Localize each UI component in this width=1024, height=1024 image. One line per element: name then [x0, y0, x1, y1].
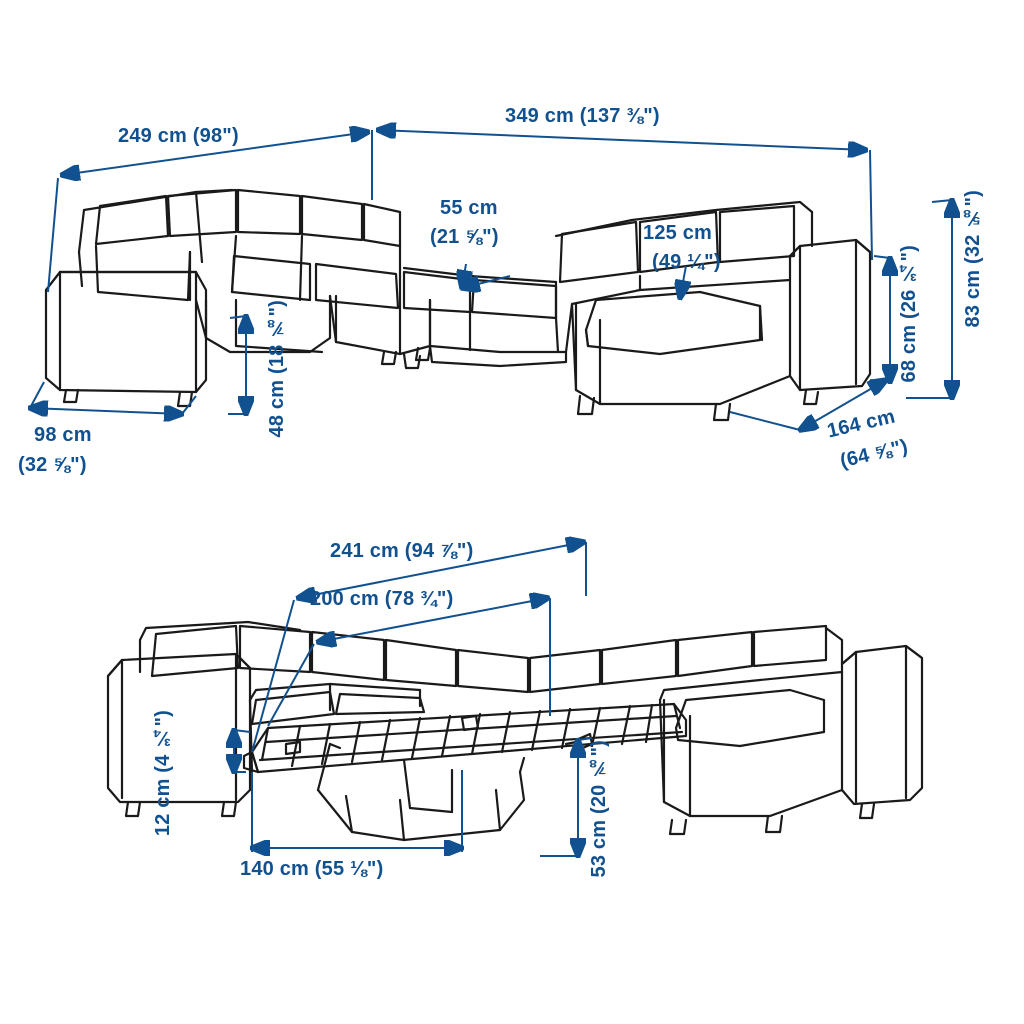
- dim-label-bed-length-inner: 200 cm (78 ¾"): [310, 588, 454, 610]
- dim-label-total-height: 83 cm (32 ⅝"): [962, 190, 984, 328]
- dim-label-seat-depth-small-line2: (21 ⅝"): [430, 226, 499, 248]
- dim-label-chaise-length-line2: (64 ⅝"): [838, 435, 910, 473]
- dim-label-chaise-depth-line1: 125 cm: [643, 222, 713, 244]
- dim-label-top-right-width: 349 cm (137 ⅜"): [505, 105, 660, 127]
- dim-label-side-depth-line2: (32 ⅝"): [18, 454, 87, 476]
- dim-label-back-height: 68 cm (26 ¾"): [898, 245, 920, 383]
- top-view-sofa: [46, 190, 870, 420]
- dim-label-top-left-width: 249 cm (98"): [118, 125, 239, 147]
- dim-label-chaise-depth-line2: (49 ¼"): [652, 251, 721, 273]
- dim-label-mattress-thickness: 12 cm (4 ¾"): [152, 710, 174, 837]
- dim-label-side-depth-line1: 98 cm: [34, 424, 92, 446]
- dim-label-chaise-length-line1: 164 cm: [825, 405, 898, 443]
- dim-label-bed-length-outer: 241 cm (94 ⅞"): [330, 540, 474, 562]
- dim-label-bed-height: 53 cm (20 ⅞"): [588, 740, 610, 878]
- bottom-view-sofa-bed: [108, 622, 922, 840]
- dim-label-seat-depth-small-line1: 55 cm: [440, 197, 498, 219]
- dim-label-bed-width: 140 cm (55 ⅛"): [240, 858, 384, 880]
- dim-label-seat-height: 48 cm (18 ⅞"): [266, 300, 288, 438]
